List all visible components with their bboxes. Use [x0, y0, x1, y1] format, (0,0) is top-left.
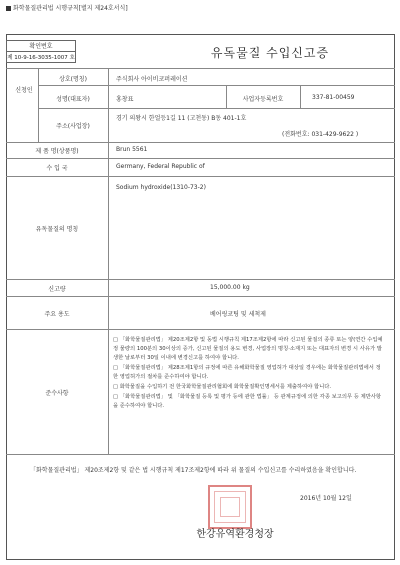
business-number-label: 사업자등록번호 [242, 96, 284, 103]
compliance-item: □ 「화학물질관리법」 제28조제1항의 규정에 따른 유해화학물질 영업허가 대상일 경우에는 화학물질관리법에서 정한 영업허가의 절차를 준수하여야 합니다. [113, 365, 381, 380]
square-bullet-icon [6, 6, 11, 11]
product-name-value: Brun 5561 [116, 146, 148, 153]
reported-quantity-value: 15,000.00 kg [210, 284, 250, 291]
compliance-label: 준수사항 [45, 390, 69, 397]
receipt-number: 제 10-9-16-3035-1007 호 [6, 51, 76, 63]
representative-value: 홍창표 [116, 96, 134, 103]
product-name-label: 제 품 명(상품명) [35, 148, 79, 155]
divider [6, 329, 395, 330]
compliance-item: □ 「화학물질관리법」 및 「화학물질 등록 및 평가 등에 관한 법률」 등 관계규정에 의한 각종 보고의무 등 제반사항을 준수하여야 합니다. [113, 394, 382, 409]
toxic-substance-label: 유독물질의 명칭 [35, 226, 79, 233]
divider [38, 85, 395, 86]
form-header [6, 3, 128, 12]
representative-label: 성명(대표자) [56, 96, 90, 103]
divider [6, 176, 395, 177]
main-use-label: 주요 용도 [44, 311, 70, 318]
form-header-text: 화학물질관리법 시행규칙[별지 제24호서식] [13, 5, 128, 12]
main-use-value: 베어링코팅 및 세척제 [210, 311, 266, 318]
issuing-authority: 한강유역환경청장 [196, 529, 274, 540]
divider [6, 279, 395, 280]
receipt-label: 확인번호 [6, 40, 76, 51]
compliance-terms [113, 336, 385, 412]
divider [6, 68, 395, 69]
company-value: 주식회사 아이비코퍼레이션 [116, 76, 188, 83]
official-seal-icon [208, 485, 252, 529]
phone-value: (전화번호: 031-429-9622 ) [282, 131, 359, 138]
reported-quantity-label: 신고량 [48, 286, 66, 293]
divider [38, 68, 39, 142]
document-title: 유독물질 수입신고증 [210, 46, 330, 60]
address-value: 경기 의왕시 한얼등1길 11 (고천동) B동 401-1호 [116, 115, 247, 122]
address-label: 주소(사업장) [56, 123, 90, 130]
toxic-substance-value: Sodium hydroxide(1310-73-2) [116, 184, 206, 191]
divider [6, 296, 395, 297]
divider [6, 142, 395, 143]
divider [6, 454, 395, 455]
divider [300, 85, 301, 108]
import-country-value: Germany, Federal Republic of [116, 163, 205, 170]
footer-statement: 「화학물질관리법」 제20조제2항 및 같은 법 시행규칙 제17조제2항에 따라 위 물질의 수입신고를 수리하였음을 확인합니다. [30, 467, 357, 474]
issue-date: 2016년 10월 12일 [300, 495, 352, 502]
compliance-item: □ 화학물질을 수입하기 전 한국화학물질관리협회에 화학물질확인명세서를 제출하여야 합니다. [113, 384, 332, 390]
divider [226, 85, 227, 108]
import-country-label: 수 입 국 [46, 165, 68, 172]
applicant-section-label: 신청인 [15, 87, 33, 94]
compliance-item: □ 「화학물질관리법」 제20조제2항 및 동법 시행규칙 제17조제2항에 따라 신고된 물질의 종류 또는 양(연간 수입예정 물량의 100분의 30이상의 증가, 신고된 물질의 용도 변경, 사업장의 명칭·소재지 또는 대표자의 변경 시 사유가 발생한 날로부터 30일 이내에 변경신고를 하여야 합니다. [113, 337, 383, 361]
divider [6, 158, 395, 159]
company-label: 상호(명칭) [59, 76, 87, 83]
divider [38, 108, 395, 109]
divider [108, 68, 109, 454]
business-number-value: 337-81-00459 [312, 94, 355, 101]
